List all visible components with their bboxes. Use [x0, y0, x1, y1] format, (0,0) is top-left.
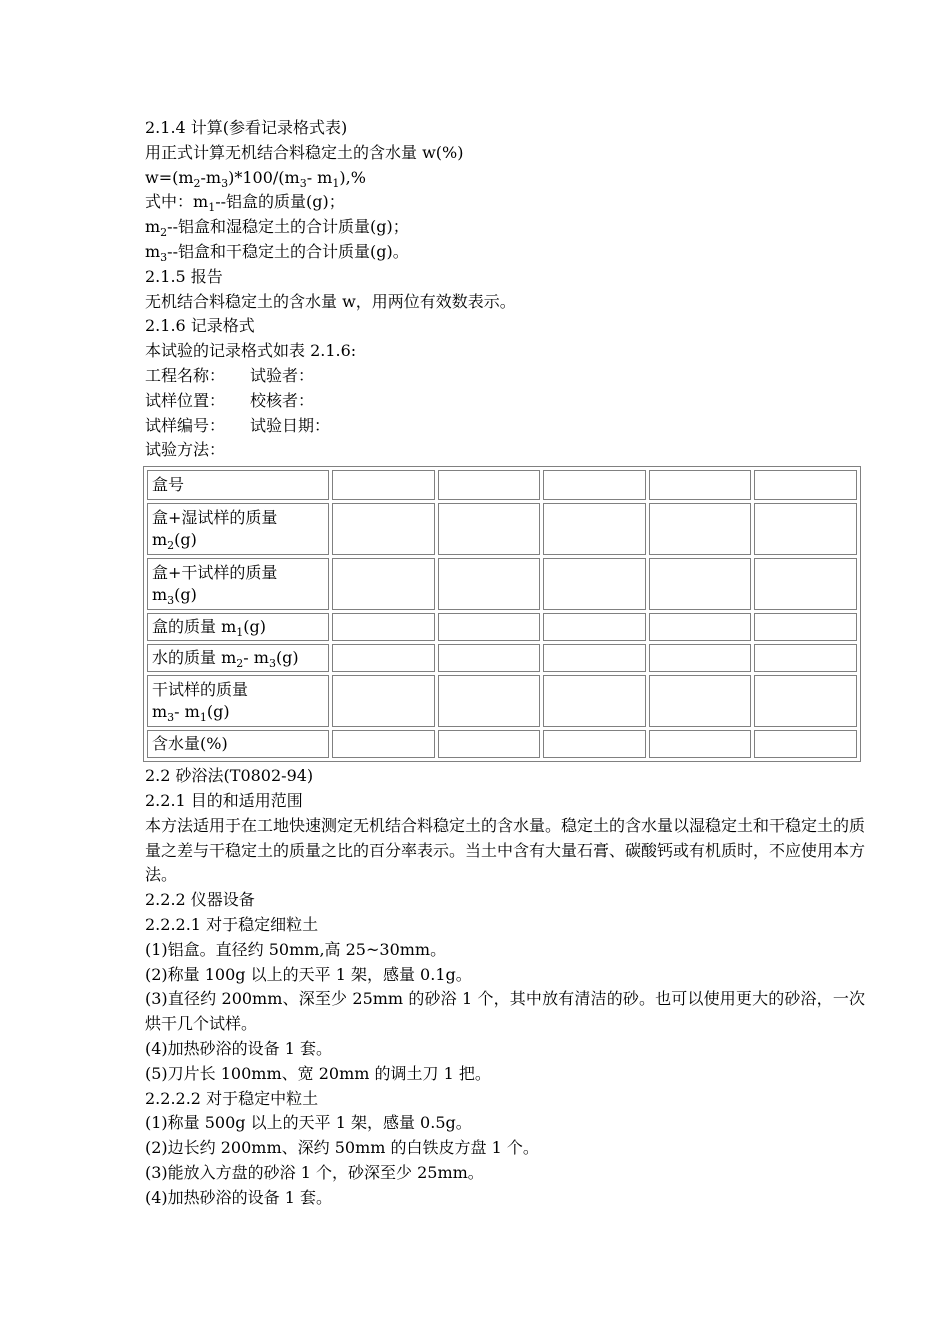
row-label-box-number: 盒号	[147, 470, 329, 500]
table-row	[147, 613, 857, 641]
section-heading-2-2-2: 2.2.2 仪器设备	[145, 890, 255, 910]
table-cell	[754, 613, 857, 641]
field-row: 试样位置： 校核者：	[145, 390, 315, 410]
table-row	[147, 503, 857, 555]
row-label-dry-sample-mass: 干试样的质量 $m_3-$ $m_1(g)$	[147, 675, 329, 727]
table-cell	[438, 470, 541, 500]
formula-where-m2: $m_2--$铝盒和湿稳定土的合计质量(g)；	[145, 217, 409, 240]
table-cell	[332, 503, 435, 555]
table-cell	[754, 470, 857, 500]
list-item: (4)加热砂浴的设备 1 套。	[145, 1038, 333, 1058]
section-heading-2-1-5: 2.1.5 报告	[145, 266, 223, 286]
formula-where-m3: $m_3--$铝盒和干稳定土的合计质量(g)。	[145, 241, 409, 264]
row-label-box-mass: 盒的质量 $m_1(g)$	[147, 613, 329, 641]
table-cell	[332, 730, 435, 758]
table-row	[147, 558, 857, 610]
section-heading-2-1-6: 2.1.6 记录格式	[145, 316, 255, 336]
list-item: (4)加热砂浴的设备 1 套。	[145, 1187, 333, 1207]
row-label-water-mass: 水的质量 $m_2-$ $m_3(g)$	[147, 644, 329, 672]
table-cell	[754, 644, 857, 672]
field-row: 试样编号： 试验日期：	[145, 415, 331, 435]
list-item: (2)称量 100g 以上的天平 1 架，感量 0.1g。	[145, 964, 472, 984]
table-cell	[543, 470, 646, 500]
calc-intro: 用正式计算无机结合料稳定土的含水量 w(%)	[145, 142, 464, 162]
list-item: (1)称量 500g 以上的天平 1 架，感量 0.5g。	[145, 1113, 472, 1133]
list-item: (1)铝盒。直径约 50mm,高 25~30mm。	[145, 939, 447, 959]
table-cell	[543, 644, 646, 672]
record-intro: 本试验的记录格式如表 2.1.6:	[145, 341, 357, 361]
table-cell	[754, 675, 857, 727]
table-cell	[543, 613, 646, 641]
formula-where-m1: 式中：$m_1--$铝盒的质量(g)；	[145, 192, 345, 215]
table-cell	[754, 558, 857, 610]
table-cell	[649, 470, 752, 500]
section-heading-2-2-1: 2.2.1 目的和适用范围	[145, 790, 303, 810]
table-cell	[649, 613, 752, 641]
scope-paragraph: 本方法适用于在工地快速测定无机结合料稳定土的含水量。稳定土的含水量以湿稳定土和干稳定土的质量之差与干稳定土的质量之比的百分率表示。当土中含有大量石膏、碳酸钙或有机质时，不应使用本方法。	[145, 815, 866, 885]
report-text: 无机结合料稳定土的含水量 w，用两位有效数表示。	[145, 291, 516, 311]
table-cell	[332, 675, 435, 727]
table-row	[147, 730, 857, 758]
list-item: (2)边长约 200mm、深约 50mm 的白铁皮方盘 1 个。	[145, 1138, 539, 1158]
table-cell	[332, 558, 435, 610]
table-cell	[754, 503, 857, 555]
table-cell	[438, 644, 541, 672]
table-cell	[332, 613, 435, 641]
row-label-water-content: 含水量(%)	[147, 730, 329, 758]
section-heading-2-1-4: 2.1.4 计算(参看记录格式表)	[145, 118, 348, 137]
record-table-wrapper	[145, 466, 865, 762]
table-cell	[332, 470, 435, 500]
table-cell	[438, 613, 541, 641]
section-heading-2-2: 2.2 砂浴法(T0802-94)	[145, 766, 314, 786]
table-cell	[543, 558, 646, 610]
table-row	[147, 470, 857, 500]
table-cell	[438, 503, 541, 555]
table-cell	[438, 558, 541, 610]
section-heading-2-2-2-2: 2.2.2.2 对于稳定中粒土	[145, 1088, 319, 1108]
field-row: 工程名称： 试验者：	[145, 365, 315, 385]
table-cell	[438, 675, 541, 727]
table-cell	[649, 644, 752, 672]
table-cell	[649, 730, 752, 758]
table-row	[147, 675, 857, 727]
table-cell	[649, 503, 752, 555]
table-cell	[543, 730, 646, 758]
row-label-box-dry-mass: 盒+干试样的质量 $m_3(g)$	[147, 558, 329, 610]
row-label-box-wet-mass: 盒+湿试样的质量 $m_2(g)$	[147, 503, 329, 555]
table-row	[147, 644, 857, 672]
list-item: (3)能放入方盘的砂浴 1 个，砂深至少 25mm。	[145, 1162, 484, 1182]
table-cell	[332, 644, 435, 672]
table-cell	[754, 730, 857, 758]
document-page	[145, 116, 865, 1211]
table-cell	[649, 675, 752, 727]
record-table	[143, 466, 861, 762]
list-item: (5)刀片长 100mm、宽 20mm 的调土刀 1 把。	[145, 1063, 491, 1083]
test-method-label: 试验方法：	[145, 440, 226, 460]
table-cell	[438, 730, 541, 758]
formula: $w=(m_2-m_3)*100/(m_3-$ $m_1),\%$	[145, 167, 366, 190]
list-item: (3)直径约 200mm、深至少 25mm 的砂浴 1 个，其中放有清洁的砂。也可以使用更大的砂浴，一次烘干几个试样。	[145, 989, 865, 1034]
section-heading-2-2-2-1: 2.2.2.1 对于稳定细粒土	[145, 914, 319, 934]
table-cell	[543, 675, 646, 727]
table-cell	[649, 558, 752, 610]
table-cell	[543, 503, 646, 555]
